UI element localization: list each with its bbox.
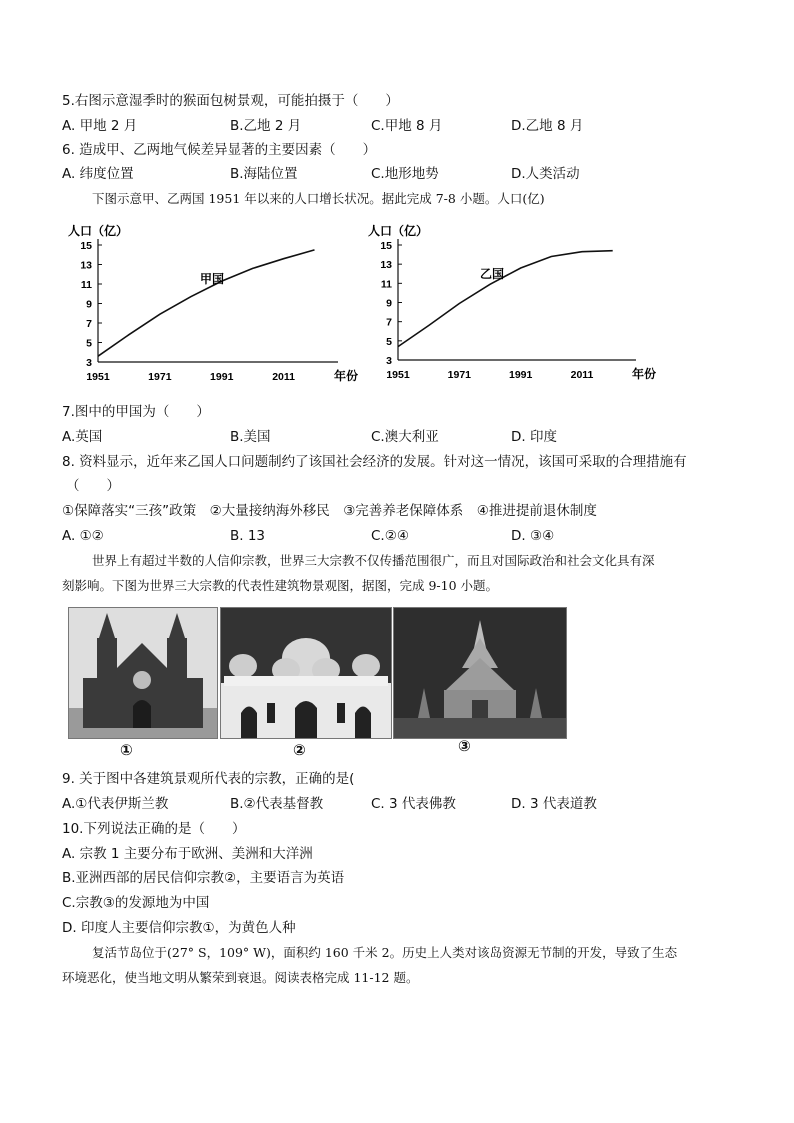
q7-option-c: C.澳大利亚 [371, 429, 439, 445]
chart-1-ytick-label: 7 [86, 318, 92, 330]
q9-stem: 9. 关于图中各建筑景观所代表的宗教，正确的是( [62, 771, 355, 787]
q9-option-d: D. 3 代表道教 [511, 796, 597, 812]
q8-option-a: A. ①② [62, 528, 104, 544]
chart-1-xtick-label: 1951 [86, 371, 110, 383]
chart-2-xtick-label: 2011 [570, 369, 594, 381]
chart-2-ytick-label: 3 [386, 355, 392, 367]
photo-caption-1: ① [120, 741, 133, 759]
q9-option-c: C. 3 代表佛教 [371, 796, 456, 812]
cathedral-photo [68, 607, 218, 739]
q8-option-c: C.②④ [371, 528, 409, 544]
chart-2-xtick-label: 1971 [447, 369, 472, 381]
intro-9-10-line1: 世界上有超过半数的人信仰宗教，世界三大宗教不仅传播范围很广，而且对国际政治和社会文化具有深 [92, 553, 655, 568]
q7-option-b: B.美国 [230, 429, 271, 445]
chart-1-ytick-label: 5 [86, 337, 92, 350]
q10-stem: 10.下列说法正确的是（ ） [62, 821, 246, 837]
q10-option-a: A. 宗教 1 主要分布于欧洲、美洲和大洋洲 [62, 846, 313, 862]
chart-2-xtick-label: 1991 [508, 369, 533, 381]
chart-1-series-label: 甲国 [200, 272, 225, 286]
q7-option-a: A.英国 [62, 429, 103, 445]
chart-2-series-label: 乙国 [480, 267, 505, 281]
temple-photo [393, 607, 567, 739]
chart-2-ytick-label: 15 [380, 240, 392, 252]
chart-2-ylabel: 人口（亿） [368, 224, 429, 238]
q10-option-d: D. 印度人主要信仰宗教①，为黄色人种 [62, 920, 296, 936]
chart-1-xtick-label: 1971 [148, 371, 172, 383]
chart-1-ytick-label: 11 [80, 279, 92, 291]
q7-stem: 7.图中的甲国为（ ） [62, 404, 210, 420]
q8-items: ①保障落实“三孩”政策 ②大量接纳海外移民 ③完善养老保障体系 ④推进提前退休制度 [62, 503, 597, 519]
chart-2-ytick-label: 13 [380, 259, 392, 272]
intro-11-12-line2: 环境恶化，使当地文明从繁荣到衰退。阅读表格完成 11-12 题。 [62, 970, 419, 985]
photo-caption-2: ② [293, 741, 306, 759]
chart-1-ylabel: 人口（亿） [68, 224, 129, 238]
chart-2-ytick-label: 11 [380, 278, 392, 291]
chart-2-series-line [398, 251, 613, 347]
q8-option-d: D. ③④ [511, 528, 555, 544]
q10-option-c: C.宗教③的发源地为中国 [62, 895, 210, 911]
q5-stem: 5.右图示意湿季时的猴面包树景观，可能拍摄于（ ） [62, 93, 399, 109]
intro-9-10-line2: 刻影响。下图为世界三大宗教的代表性建筑物景观图，据图，完成 9-10 小题。 [62, 578, 499, 593]
q8-stem: 8. 资料显示，近年来乙国人口问题制约了该国社会经济的发展。针对这一情况，该国可采取的合理措施有 [62, 454, 687, 470]
q6-stem: 6. 造成甲、乙两地气候差异显著的主要因素（ ） [62, 142, 377, 158]
q5-option-d: D.乙地 8 月 [511, 118, 584, 134]
chart-1-ytick-label: 15 [80, 240, 92, 252]
q6-option-d: D.人类活动 [511, 166, 580, 182]
chart-2-ytick-label: 5 [386, 335, 392, 348]
chart-2-xtick-label: 1951 [386, 369, 410, 381]
chart-1-ytick-label: 9 [86, 298, 92, 311]
q6-option-c: C.地形地势 [371, 166, 439, 182]
chart-2-xlabel: 年份 [632, 367, 657, 381]
q6-option-a: A. 纬度位置 [62, 166, 134, 182]
chart-2-ytick-label: 7 [386, 316, 392, 329]
q5-option-b: B.乙地 2 月 [230, 118, 302, 134]
q9-option-a: A.①代表伊斯兰教 [62, 796, 169, 812]
q7-option-d: D. 印度 [511, 429, 557, 445]
intro-11-12-line1: 复活节岛位于(27° S，109° W)，面积约 160 千米 2。历史上人类对该岛资源无节制的开发，导致了生态 [92, 945, 678, 960]
chart-1-xlabel: 年份 [334, 369, 359, 383]
intro-7-8: 下图示意甲、乙两国 1951 年以来的人口增长状况。据此完成 7-8 小题。人口(亿) [92, 191, 545, 206]
chart-1-ytick-label: 3 [86, 357, 92, 369]
q5-option-a: A. 甲地 2 月 [62, 118, 138, 134]
q9-option-b: B.②代表基督教 [230, 796, 324, 812]
chart-1-ytick-label: 13 [80, 259, 92, 272]
q5-option-c: C.甲地 8 月 [371, 118, 443, 134]
q10-option-b: B.亚洲西部的居民信仰宗教②，主要语言为英语 [62, 870, 345, 886]
photo-caption-3: ③ [458, 737, 471, 755]
chart-1-xtick-label: 1991 [210, 371, 234, 383]
chart-2-ytick-label: 9 [386, 297, 392, 310]
mosque-photo [220, 607, 392, 739]
population-charts [60, 215, 690, 390]
q8-paren: （ ） [66, 478, 120, 494]
q6-option-b: B.海陆位置 [230, 166, 298, 182]
chart-1-series-line [98, 250, 315, 356]
chart-1-xtick-label: 2011 [272, 371, 295, 383]
q8-option-b: B. 13 [230, 528, 266, 544]
